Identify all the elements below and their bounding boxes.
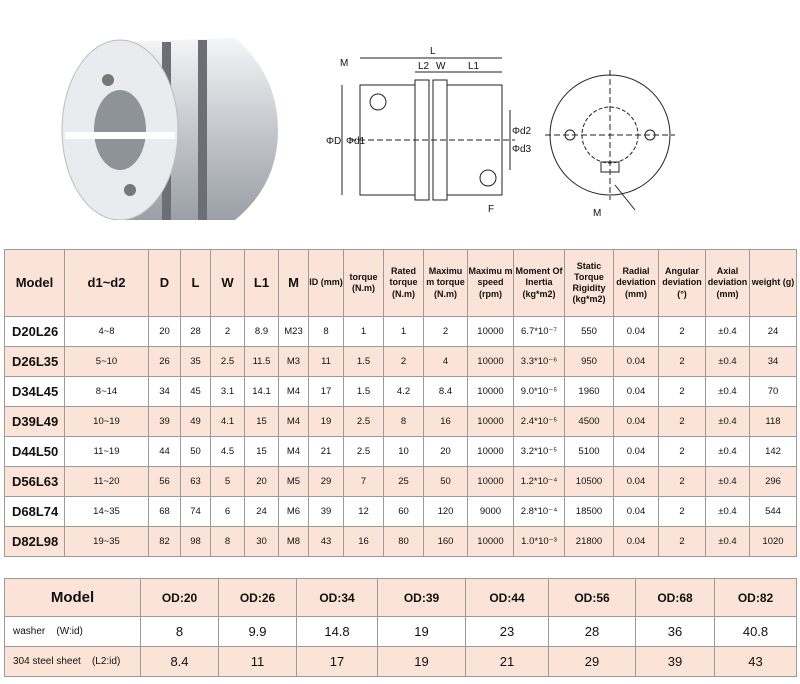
table-cell: 68	[149, 497, 181, 527]
table-cell: 10~19	[65, 407, 149, 437]
dim-label-phiD: ΦD	[326, 136, 342, 147]
row-label-name: washer	[13, 626, 46, 637]
table-cell: 1020	[750, 527, 797, 557]
table-cell: M4	[279, 377, 309, 407]
table-cell: 9.0*10⁻⁵	[514, 377, 565, 407]
col-header: Maximu m speed (rpm)	[468, 250, 514, 317]
table-cell: 11~19	[65, 437, 149, 467]
table-row	[5, 527, 797, 557]
dim-label-F: F	[488, 204, 495, 215]
end-view-drawing	[545, 70, 675, 220]
table-cell: 3.2*10⁻⁵	[514, 437, 565, 467]
table-cell: 6	[211, 497, 245, 527]
table-cell: 29	[549, 647, 636, 677]
row-label	[5, 617, 141, 647]
table-cell: 34	[750, 347, 797, 377]
table-cell: 2	[424, 317, 468, 347]
table-cell: 15	[245, 437, 279, 467]
od-header-row	[5, 579, 797, 617]
table-cell: 82	[149, 527, 181, 557]
spec-header-row	[5, 250, 797, 317]
table-cell: 21	[309, 437, 344, 467]
table-cell: 80	[384, 527, 424, 557]
table-cell: 10000	[468, 317, 514, 347]
table-cell: 6.7*10⁻⁷	[514, 317, 565, 347]
table-row	[5, 347, 797, 377]
table-cell: 63	[181, 467, 211, 497]
table-cell: M8	[279, 527, 309, 557]
table-cell: 2	[659, 347, 706, 377]
table-cell: 21	[466, 647, 549, 677]
table-cell: 8	[384, 407, 424, 437]
table-cell: 40.8	[715, 617, 797, 647]
table-cell: 2	[659, 527, 706, 557]
table-cell: 4~8	[65, 317, 149, 347]
table-cell: ±0.4	[706, 407, 750, 437]
table-cell: 23	[466, 617, 549, 647]
col-header: Static Torque Rigidity (kg*m2)	[565, 250, 614, 317]
table-cell: ±0.4	[706, 347, 750, 377]
model-cell: D34L45	[5, 377, 65, 407]
specification-table	[4, 249, 797, 557]
table-cell: 5100	[565, 437, 614, 467]
spec-table-body	[5, 317, 797, 557]
table-cell: ±0.4	[706, 467, 750, 497]
table-cell: 9.9	[219, 617, 297, 647]
col-header: OD:26	[219, 579, 297, 617]
col-header: OD:56	[549, 579, 636, 617]
table-cell: 118	[750, 407, 797, 437]
table-cell: 43	[309, 527, 344, 557]
col-header: d1~d2	[65, 250, 149, 317]
table-cell: 0.04	[614, 437, 659, 467]
col-header: Angular deviation (°)	[659, 250, 706, 317]
table-row	[5, 407, 797, 437]
row-label-unit: (W:id)	[56, 626, 83, 637]
col-header: OD:20	[141, 579, 219, 617]
model-cell: D26L35	[5, 347, 65, 377]
table-cell: 24	[245, 497, 279, 527]
table-cell: 20	[424, 437, 468, 467]
col-header: D	[149, 250, 181, 317]
table-cell: 20	[149, 317, 181, 347]
table-cell: 50	[181, 437, 211, 467]
table-cell: 544	[750, 497, 797, 527]
table-cell: 0.04	[614, 317, 659, 347]
table-cell: 0.04	[614, 527, 659, 557]
table-cell: 50	[424, 467, 468, 497]
table-cell: 15	[245, 407, 279, 437]
col-header: OD:82	[715, 579, 797, 617]
side-view-drawing	[320, 40, 550, 230]
dim-label-phid1: Φd1	[346, 136, 366, 147]
coupling-photo	[50, 20, 290, 220]
table-cell: M4	[279, 407, 309, 437]
table-cell: 0.04	[614, 467, 659, 497]
dim-label-phid3: Φd3	[512, 144, 532, 155]
dim-label-L2: L2	[418, 61, 430, 72]
table-cell: 550	[565, 317, 614, 347]
table-cell: 19	[378, 647, 466, 677]
table-cell: 5	[211, 467, 245, 497]
table-cell: 2.5	[344, 437, 384, 467]
table-cell: 10000	[468, 437, 514, 467]
table-cell: 2.5	[211, 347, 245, 377]
col-header: weight (g)	[750, 250, 797, 317]
table-cell: 16	[424, 407, 468, 437]
table-cell: 11	[309, 347, 344, 377]
table-cell: 1.5	[344, 377, 384, 407]
table-cell: 8	[141, 617, 219, 647]
table-cell: 3.3*10⁻⁶	[514, 347, 565, 377]
dim-label-phid2: Φd2	[512, 126, 532, 137]
table-cell: 4.2	[384, 377, 424, 407]
table-cell: 2	[384, 347, 424, 377]
table-cell: 11~20	[65, 467, 149, 497]
table-cell: 12	[344, 497, 384, 527]
table-cell: 10000	[468, 467, 514, 497]
table-cell: 2	[659, 377, 706, 407]
table-cell: 8	[211, 527, 245, 557]
table-cell: 70	[750, 377, 797, 407]
model-cell: D44L50	[5, 437, 65, 467]
col-header: torque (N.m)	[344, 250, 384, 317]
table-cell: 10000	[468, 527, 514, 557]
table-cell: 1	[384, 317, 424, 347]
table-cell: 17	[309, 377, 344, 407]
table-cell: 1.5	[344, 347, 384, 377]
table-cell: 74	[181, 497, 211, 527]
table-cell: 39	[636, 647, 715, 677]
table-cell: 56	[149, 467, 181, 497]
row-label	[5, 647, 141, 677]
col-header: Axial deviation (mm)	[706, 250, 750, 317]
table-cell: 24	[750, 317, 797, 347]
table-cell: 35	[181, 347, 211, 377]
table-cell: 10500	[565, 467, 614, 497]
table-row	[5, 647, 797, 677]
table-cell: 2	[211, 317, 245, 347]
model-cell: D39L49	[5, 407, 65, 437]
dim-label-M-end: M	[593, 208, 602, 219]
table-cell: 4.1	[211, 407, 245, 437]
table-row	[5, 617, 797, 647]
table-cell: 5~10	[65, 347, 149, 377]
table-cell: 10000	[468, 347, 514, 377]
table-cell: 8	[309, 317, 344, 347]
model-cell: D68L74	[5, 497, 65, 527]
col-header: Maximu m torque (N.m)	[424, 250, 468, 317]
table-cell: 1	[344, 317, 384, 347]
table-cell: 9000	[468, 497, 514, 527]
dim-label-L: L	[430, 46, 436, 57]
table-cell: 60	[384, 497, 424, 527]
table-cell: 17	[297, 647, 378, 677]
table-cell: 39	[309, 497, 344, 527]
table-cell: 14~35	[65, 497, 149, 527]
col-header: OD:44	[466, 579, 549, 617]
table-cell: 18500	[565, 497, 614, 527]
table-row	[5, 317, 797, 347]
table-cell: 2.5	[344, 407, 384, 437]
col-header: L	[181, 250, 211, 317]
table-cell: M23	[279, 317, 309, 347]
table-cell: 19~35	[65, 527, 149, 557]
table-cell: 2	[659, 497, 706, 527]
table-cell: 8.4	[141, 647, 219, 677]
table-cell: 26	[149, 347, 181, 377]
table-cell: 142	[750, 437, 797, 467]
table-cell: 950	[565, 347, 614, 377]
col-header: M	[279, 250, 309, 317]
table-cell: 7	[344, 467, 384, 497]
col-header: OD:34	[297, 579, 378, 617]
table-cell: 11.5	[245, 347, 279, 377]
table-cell: 1960	[565, 377, 614, 407]
table-row	[5, 437, 797, 467]
table-cell: 4.5	[211, 437, 245, 467]
od-table-body	[5, 617, 797, 677]
table-cell: 2.4*10⁻⁵	[514, 407, 565, 437]
dim-label-W: W	[436, 61, 446, 72]
table-cell: 11	[219, 647, 297, 677]
table-row	[5, 497, 797, 527]
table-cell: 29	[309, 467, 344, 497]
table-cell: M4	[279, 437, 309, 467]
row-label-unit: (L2:id)	[91, 656, 121, 667]
table-cell: ±0.4	[706, 437, 750, 467]
dim-label-M: M	[340, 58, 349, 69]
col-header: OD:39	[378, 579, 466, 617]
table-cell: 0.04	[614, 407, 659, 437]
table-cell: 1.2*10⁻⁴	[514, 467, 565, 497]
table-row	[5, 467, 797, 497]
table-row	[5, 377, 797, 407]
table-cell: 120	[424, 497, 468, 527]
table-cell: 19	[309, 407, 344, 437]
table-cell: 20	[245, 467, 279, 497]
table-cell: M3	[279, 347, 309, 377]
table-cell: 28	[181, 317, 211, 347]
table-cell: 8.9	[245, 317, 279, 347]
model-cell: D56L63	[5, 467, 65, 497]
dim-label-L1: L1	[468, 61, 480, 72]
table-cell: ±0.4	[706, 497, 750, 527]
row-label-name: 304 steel sheet	[13, 656, 81, 667]
table-cell: 0.04	[614, 347, 659, 377]
table-cell: 8.4	[424, 377, 468, 407]
model-cell: D82L98	[5, 527, 65, 557]
table-cell: ±0.4	[706, 317, 750, 347]
table-cell: 30	[245, 527, 279, 557]
model-cell: D20L26	[5, 317, 65, 347]
table-cell: 3.1	[211, 377, 245, 407]
table-cell: 49	[181, 407, 211, 437]
table-cell: 1.0*10⁻³	[514, 527, 565, 557]
od-table	[4, 578, 797, 677]
table-cell: 43	[715, 647, 797, 677]
table-cell: M5	[279, 467, 309, 497]
table-cell: 19	[378, 617, 466, 647]
table-cell: 16	[344, 527, 384, 557]
table-cell: 14.8	[297, 617, 378, 647]
table-cell: 98	[181, 527, 211, 557]
table-cell: 44	[149, 437, 181, 467]
col-header: Model	[5, 579, 141, 617]
table-cell: ±0.4	[706, 527, 750, 557]
table-cell: 8~14	[65, 377, 149, 407]
table-cell: 4500	[565, 407, 614, 437]
table-cell: 39	[149, 407, 181, 437]
table-cell: 2	[659, 437, 706, 467]
table-cell: 25	[384, 467, 424, 497]
col-header: Model	[5, 250, 65, 317]
col-header: L1	[245, 250, 279, 317]
col-header: Rated torque (N.m)	[384, 250, 424, 317]
table-cell: 34	[149, 377, 181, 407]
table-cell: 296	[750, 467, 797, 497]
table-cell: 10000	[468, 407, 514, 437]
table-cell: 21800	[565, 527, 614, 557]
col-header: Moment Of Inertia (kg*m2)	[514, 250, 565, 317]
table-cell: ±0.4	[706, 377, 750, 407]
table-cell: 2	[659, 467, 706, 497]
table-cell: 45	[181, 377, 211, 407]
table-cell: 2	[659, 407, 706, 437]
table-cell: 0.04	[614, 377, 659, 407]
table-cell: 28	[549, 617, 636, 647]
col-header: ID (mm)	[309, 250, 344, 317]
table-cell: 160	[424, 527, 468, 557]
table-cell: 14.1	[245, 377, 279, 407]
table-cell: 2	[659, 317, 706, 347]
table-cell: M6	[279, 497, 309, 527]
col-header: Radial deviation (mm)	[614, 250, 659, 317]
table-cell: 0.04	[614, 497, 659, 527]
table-cell: 2.8*10⁻⁴	[514, 497, 565, 527]
table-cell: 10	[384, 437, 424, 467]
table-cell: 4	[424, 347, 468, 377]
col-header: W	[211, 250, 245, 317]
table-cell: 10000	[468, 377, 514, 407]
table-cell: 36	[636, 617, 715, 647]
col-header: OD:68	[636, 579, 715, 617]
